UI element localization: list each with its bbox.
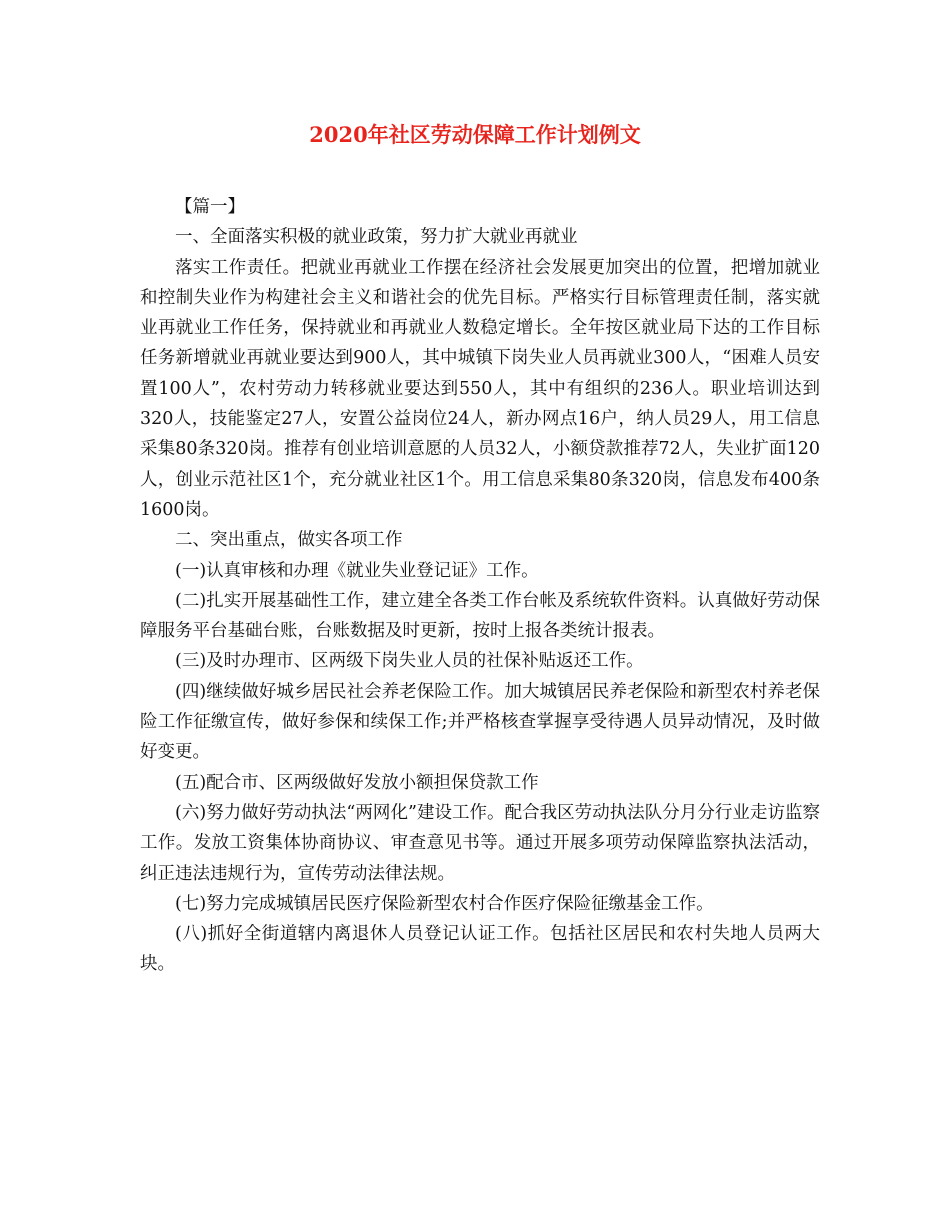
section-heading-1: 一、全面落实积极的就业政策，努力扩大就业再就业 [175, 227, 578, 248]
paragraph-item-1: (一)认真审核和办理《就业失业登记证》工作。 [175, 560, 539, 581]
paragraph-item-8: (八)抓好全街道辖内离退休人员登记认证工作。包括社区居民和农村失地人员两大块。 [140, 924, 820, 975]
document-body [140, 192, 820, 980]
paragraph-item-5: (五)配合市、区两级做好发放小额担保贷款工作 [175, 772, 539, 793]
paragraph-item-7: (七)努力完成城镇居民医疗保险新型农村合作医疗保险征缴基金工作。 [175, 893, 714, 914]
document-title: 2020年社区劳动保障工作计划例文 [309, 122, 641, 147]
paragraph-employment-goals: 落实工作责任。把就业再就业工作摆在经济社会发展更加突出的位置，把增加就业和控制失业作为构建社会主义和谐社会的优先目标。严格实行目标管理责任制，落实就业再就业工作任务，保持就业和再就业人数稳定增长。全年按区就业局下达的工作目标任务新增就业再就业要达到900人，其中城镇下岗失业人员再就业300人，“困难人员安置100人”，农村劳动力转移就业要达到550人，其中有组织的236人。职业培训达到320人，技能鉴定27人，安置公益岗位24人，新办网点16户，纳人员29人，用工信息采集80条320岗。推荐有创业培训意愿的人员32人，小额贷款推荐72人，失业扩面120人，创业示范社区1个，充分就业社区1个。用工信息采集80条320岗，信息发布400条1600岗。 [140, 257, 820, 520]
paragraph-item-2: (二)扎实开展基础性工作，建立建全各类工作台帐及系统软件资料。认真做好劳动保障服务平台基础台账，台账数据及时更新，按时上报各类统计报表。 [140, 590, 820, 642]
paragraph-item-4: (四)继续做好城乡居民社会养老保险工作。加大城镇居民养老保险和新型农村养老保险工作征缴宣传，做好参保和续保工作;并严格核查掌握享受待遇人员异动情况，及时做好变更。 [140, 681, 820, 763]
paragraph-item-6: (六)努力做好劳动执法“两网化”建设工作。配合我区劳动执法队分月分行业走访监察工作。发放工资集体协商协议、审查意见书等。通过开展多项劳动保障监察执法活动，纠正违法违规行为，宣传劳动法律法规。 [140, 802, 820, 884]
section-label: 【篇一】 [175, 197, 245, 217]
section-heading-2: 二、突出重点，做实各项工作 [175, 530, 403, 551]
paragraph-item-3: (三)及时办理市、区两级下岗失业人员的社保补贴返还工作。 [175, 651, 644, 672]
